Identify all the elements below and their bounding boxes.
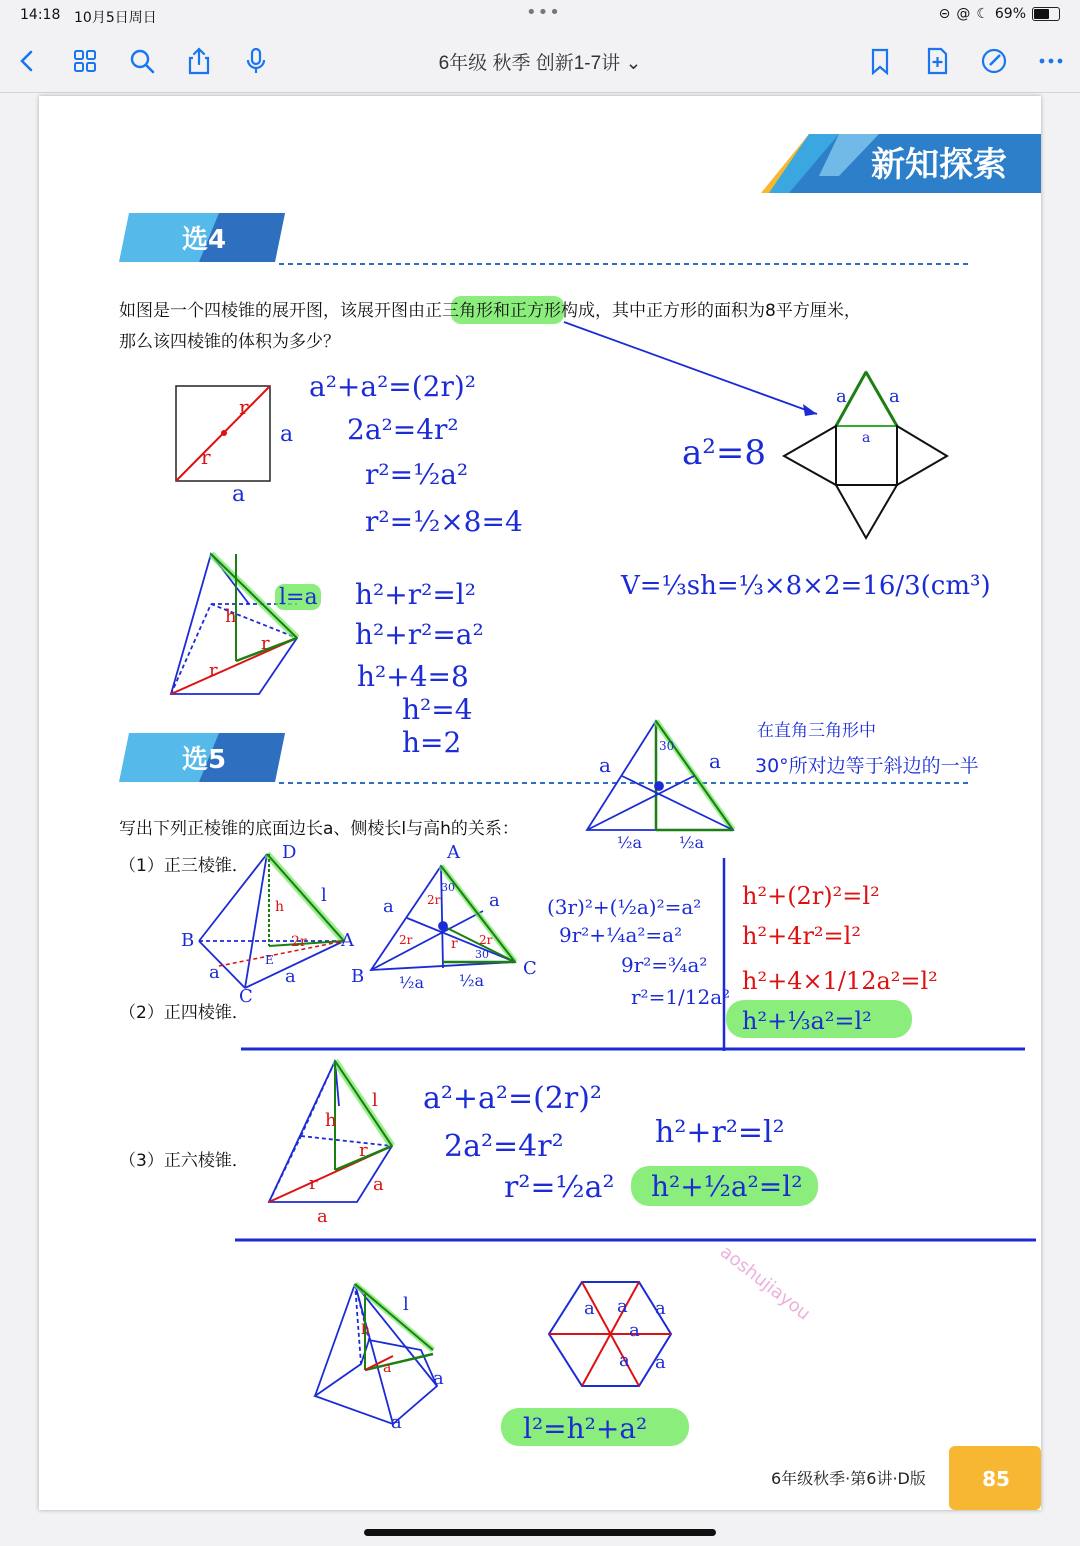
section5-label (119, 733, 285, 782)
status-time: 14:18 (20, 7, 61, 23)
svg-text:r: r (359, 1140, 368, 1161)
bookmark-icon[interactable] (863, 44, 897, 78)
moon-icon: ☾ (976, 6, 989, 22)
hexagonal-pyramid (315, 1284, 437, 1424)
svg-text:h: h (325, 1110, 337, 1131)
svg-text:h: h (225, 606, 237, 627)
add-page-icon[interactable] (920, 44, 954, 78)
svg-text:r: r (451, 936, 458, 952)
sq2-result: h²+½a²=l² (651, 1170, 803, 1203)
svg-text:a: a (489, 890, 500, 911)
svg-text:½a: ½a (617, 833, 643, 852)
svg-text:h: h (275, 899, 285, 915)
svg-text:30: 30 (659, 739, 675, 753)
square-diagram (176, 386, 293, 507)
q5-item3: （3）正六棱锥． (119, 1151, 249, 1171)
q4-line1: 如图是一个四棱锥的展开图，该展开图由正三角形和正方形构成，其中正方形的面积为8平方厘米， (119, 301, 861, 321)
section4-label-text: 选4 (181, 225, 227, 255)
svg-text:a: a (617, 1296, 628, 1317)
svg-text:a: a (709, 749, 721, 773)
svg-text:h: h (361, 1322, 371, 1338)
watermark: aoshujiayou (715, 1241, 815, 1325)
at-icon: @ (956, 6, 971, 22)
link-icon: ⊝ (938, 6, 951, 22)
svg-text:a: a (629, 1320, 640, 1341)
svg-text:a: a (383, 1360, 392, 1376)
svg-text:2r: 2r (427, 893, 441, 907)
a-sq-eq: a²=8 (682, 433, 767, 473)
svg-text:2r: 2r (399, 933, 413, 947)
svg-text:C: C (523, 958, 537, 979)
svg-text:a: a (584, 1298, 595, 1319)
svg-text:A: A (447, 842, 460, 863)
sq-eq2: 2a²=4r² (347, 413, 459, 446)
status-date: 10月5日周日 (74, 10, 157, 26)
tri-result: h²+⅓a²=l² (742, 1007, 872, 1035)
svg-text:l: l (372, 1090, 378, 1111)
q4-line2: 那么该四棱锥的体积为多少？ (119, 332, 340, 352)
svg-text:l=a: l=a (279, 585, 318, 610)
svg-text:½a: ½a (679, 833, 705, 852)
svg-text:a: a (655, 1352, 666, 1373)
footer-text: 6年级秋季·第6讲·D版 (771, 1469, 926, 1488)
svg-text:a: a (619, 1350, 630, 1371)
document-title[interactable]: 6年级 秋季 创新1-7讲 ⌄ (438, 53, 642, 74)
tri-red3: h²+4×1/12a²=l² (742, 967, 938, 995)
header-badge-text: 新知探索 (871, 145, 1007, 185)
py-eq1: h²+r²=l² (355, 578, 476, 611)
sq2-eq2: 2a²=4r² (444, 1129, 564, 1164)
home-indicator[interactable] (364, 1529, 716, 1536)
svg-text:a: a (599, 753, 611, 777)
status-right (939, 6, 1060, 22)
note-30-line2: 30°所对边等于斜边的一半 (755, 755, 979, 777)
more-icon[interactable] (1034, 44, 1068, 78)
tri-eq2: 9r²+¼a²=a² (559, 923, 683, 947)
sq-eq4: r²=½×8=4 (365, 505, 523, 538)
svg-text:a: a (862, 430, 871, 446)
battery-percent: 69% (994, 6, 1026, 22)
hexagon-diagram (549, 1282, 671, 1386)
multitask-dots-icon[interactable]: ••• (526, 2, 561, 23)
q5-item1: （1）正三棱锥． (119, 856, 249, 876)
svg-text:a: a (383, 896, 394, 917)
sq2-eq4: h²+r²=l² (655, 1115, 785, 1150)
tri-eq1: (3r)²+(½a)²=a² (547, 895, 702, 919)
tri-red1: h²+(2r)²=l² (742, 882, 880, 910)
svg-text:E: E (265, 953, 274, 967)
status-bar (0, 0, 1080, 30)
py-eq4: h²=4 (402, 693, 473, 726)
svg-text:30: 30 (441, 881, 455, 894)
svg-text:a: a (655, 1298, 666, 1319)
annotate-icon[interactable] (977, 44, 1011, 78)
net-diagram (784, 372, 947, 538)
svg-text:a: a (285, 966, 296, 987)
battery-icon (1032, 7, 1060, 21)
svg-text:l: l (321, 885, 327, 906)
svg-text:a: a (373, 1174, 384, 1195)
svg-text:a: a (836, 386, 847, 407)
py-eq5: h=2 (402, 726, 462, 759)
svg-text:a: a (280, 422, 294, 447)
header-badge (761, 134, 1041, 193)
svg-text:r: r (209, 660, 218, 681)
hex-result: l²=h²+a² (523, 1412, 648, 1445)
svg-text:a: a (433, 1368, 444, 1389)
note-30-line1: 在直角三角形中 (757, 721, 876, 741)
svg-text:A: A (341, 930, 354, 951)
q5-item2: （2）正四棱锥． (119, 1003, 249, 1023)
svg-text:a: a (889, 386, 900, 407)
app-toolbar (0, 30, 1080, 93)
sq2-eq1: a²+a²=(2r)² (423, 1081, 602, 1116)
svg-text:30: 30 (475, 948, 489, 961)
q5-intro: 写出下列正棱锥的底面边长a、侧棱长l与高h的关系： (119, 819, 519, 839)
svg-text:r: r (239, 395, 249, 419)
svg-text:½a: ½a (399, 973, 425, 992)
svg-text:l: l (403, 1294, 409, 1315)
section4-label (119, 213, 285, 262)
svg-text:a: a (232, 482, 246, 507)
svg-text:r: r (201, 445, 211, 469)
document-page[interactable] (39, 96, 1041, 1510)
sq-eq1: a²+a²=(2r)² (309, 370, 477, 403)
svg-text:C: C (239, 986, 253, 1007)
volume-eq: V=⅓sh=⅓×8×2=16/3(cm³) (621, 571, 991, 601)
svg-text:a: a (209, 962, 220, 983)
sq-eq3: r²=½a² (365, 458, 469, 491)
svg-text:B: B (351, 966, 365, 987)
svg-text:2r: 2r (479, 933, 493, 947)
battery-fill (1034, 9, 1049, 19)
sq2-eq3: r²=½a² (504, 1170, 615, 1205)
py-eq3: h²+4=8 (357, 660, 469, 693)
svg-text:B: B (181, 930, 195, 951)
svg-text:r: r (261, 633, 270, 654)
svg-text:D: D (282, 842, 297, 863)
page-number: 85 (982, 1467, 1010, 1491)
tri-eq4: r²=1/12a² (631, 985, 731, 1009)
section5-label-text: 选5 (181, 745, 227, 775)
py-eq2: h²+r²=a² (355, 618, 484, 651)
svg-text:2r: 2r (291, 934, 307, 950)
svg-text:½a: ½a (459, 971, 485, 990)
svg-text:a: a (391, 1412, 402, 1433)
tri-eq3: 9r²=¾a² (621, 953, 708, 977)
svg-text:a: a (317, 1206, 328, 1227)
svg-text:r: r (309, 1173, 318, 1194)
tri-red2: h²+4r²=l² (742, 922, 861, 950)
